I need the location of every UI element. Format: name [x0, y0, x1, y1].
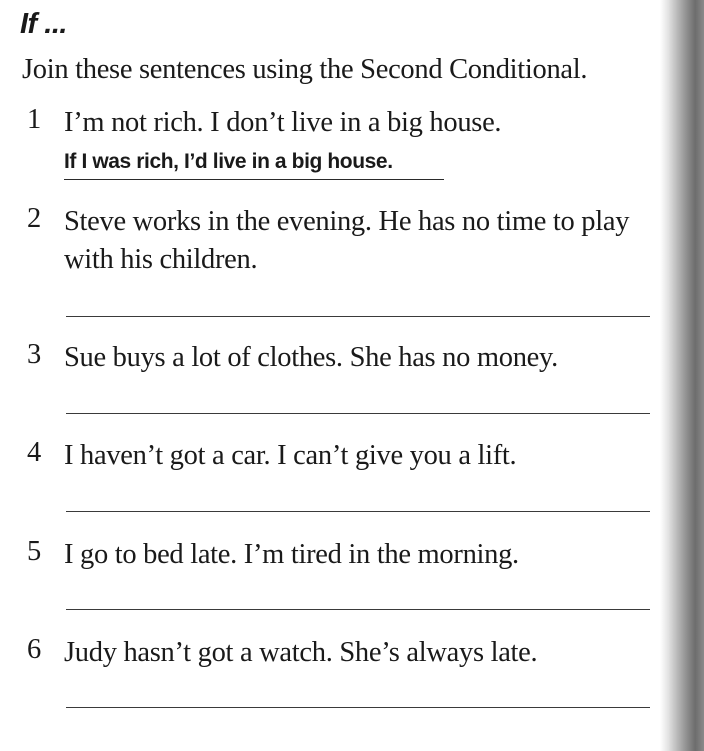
exercise-title: If ... — [20, 8, 67, 40]
item-sentence: I go to bed late. I’m tired in the morning. — [64, 539, 519, 570]
item-sentence: Steve works in the evening. He has no time to play with his children. — [64, 206, 630, 275]
example-answer: If I was rich, I’d live in a big house. — [64, 150, 393, 173]
item-sentence: Sue buys a lot of clothes. She has no money. — [64, 342, 558, 373]
example-answer-underline — [64, 179, 444, 180]
answer-line-4[interactable] — [66, 511, 650, 512]
item-number: 1 — [27, 104, 42, 135]
item-sentence: I’m not rich. I don’t live in a big house. — [64, 107, 502, 138]
item-sentence: Judy hasn’t got a watch. She’s always late. — [64, 637, 538, 668]
item-number: 4 — [27, 437, 42, 468]
answer-line-3[interactable] — [66, 413, 650, 414]
answer-line-5[interactable] — [66, 609, 650, 610]
item-number: 6 — [27, 634, 42, 665]
item-sentence: I haven’t got a car. I can’t give you a lift. — [64, 440, 517, 471]
answer-line-6[interactable] — [66, 707, 650, 708]
answer-line-2[interactable] — [66, 316, 650, 317]
book-spine-shadow — [660, 0, 704, 751]
item-number: 2 — [27, 203, 42, 234]
item-number: 3 — [27, 339, 42, 370]
exercise-instruction: Join these sentences using the Second Conditional. — [22, 54, 588, 85]
item-number: 5 — [27, 536, 42, 567]
